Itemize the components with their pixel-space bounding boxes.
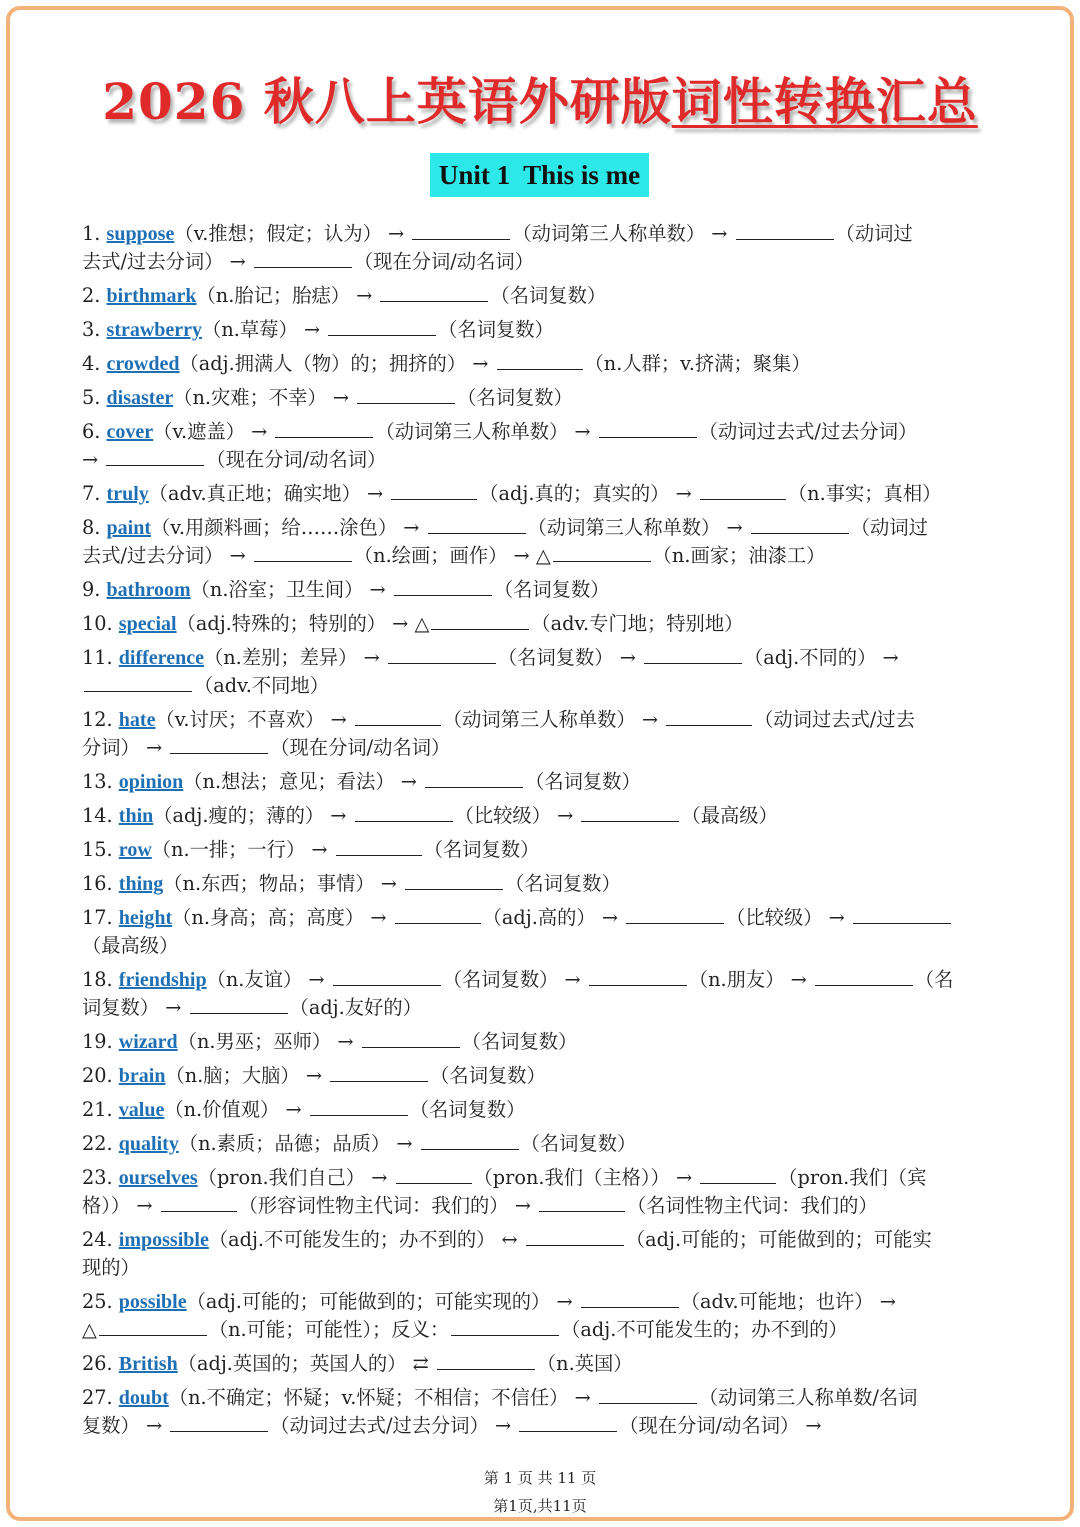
item-text: △ [82,1318,97,1341]
list-item [82,220,1000,276]
answer-blank[interactable] [437,1351,535,1370]
item-text: （动词第三人称单数） → [527,516,749,539]
item-text: （n.想法；意见；看法） → [183,770,424,793]
item-line [82,418,1000,446]
keyword-link[interactable]: ourselves [118,1167,198,1189]
item-text: （n.脑；大脑） → [165,1064,329,1087]
item-text: （n.东西；物品；事情） → [163,872,404,895]
item-text: （v.用颜料画；给……涂色） → [151,516,426,539]
keyword-link[interactable]: bathroom [106,579,191,601]
item-text: （n.友谊） → [206,968,331,991]
title-highlight: 词性转换汇总 [671,72,978,131]
item-text: （n.草莓） → [202,318,327,341]
item-number: 16. [82,872,119,895]
item-line [82,248,1000,276]
vocab-list [82,220,1000,1446]
answer-blank[interactable] [700,481,786,500]
item-text: （v.推想；假定；认为） → [174,222,411,245]
item-text: （adj.可能的；可能做到的；可能实 [625,1228,932,1251]
item-number: 2. [82,284,107,307]
item-line [82,672,1000,700]
item-text: （n.画家；油漆工） [652,544,826,567]
item-line [82,802,1000,830]
keyword-link[interactable]: quality [118,1133,179,1155]
item-line [82,384,1000,412]
item-text: （n.可能；可能性）；反义： [208,1318,450,1341]
answer-blank[interactable] [526,1227,624,1246]
answer-blank[interactable] [391,481,477,500]
answer-blank[interactable] [700,1165,776,1184]
item-text: （名词复数） [490,284,607,307]
list-item [82,904,1000,960]
item-text: 去式/过去分词） → [82,544,252,567]
item-line [82,542,1000,570]
item-text: （n.男巫；巫师） → [177,1030,360,1053]
list-item [82,1028,1000,1056]
list-item [82,1384,1000,1440]
item-text: 复数） → [82,1414,169,1437]
item-number: 17. [82,906,119,929]
item-line [82,1164,1000,1192]
item-number: 11. [82,646,119,669]
answer-blank[interactable] [99,1317,207,1336]
item-line [82,446,1000,474]
answer-blank[interactable] [421,1131,519,1150]
item-number: 20. [82,1064,119,1087]
item-line [82,1062,1000,1090]
item-text: 格）） → [82,1194,159,1217]
item-text: （名词复数） [520,1132,637,1155]
answer-blank[interactable] [190,995,288,1014]
list-item [82,966,1000,1022]
answer-blank[interactable] [644,645,742,664]
item-number: 24. [82,1228,119,1251]
item-number: 19. [82,1030,119,1053]
answer-blank[interactable] [497,351,583,370]
item-text: （比较级） → [454,804,580,827]
item-number: 5. [82,386,107,409]
answer-blank[interactable] [388,645,496,664]
item-text: （现在分词/动名词） [206,448,387,471]
answer-blank[interactable] [333,967,441,986]
item-line [82,282,1000,310]
answer-blank[interactable] [330,1063,428,1082]
list-item [82,418,1000,474]
item-line [82,966,1000,994]
item-line [82,994,1000,1022]
answer-blank[interactable] [328,317,436,336]
answer-blank[interactable] [106,447,204,466]
item-number: 7. [82,482,107,505]
answer-blank[interactable] [815,967,913,986]
item-line [82,316,1000,344]
item-line [82,1192,1000,1220]
answer-blank[interactable] [599,1385,697,1404]
list-item [82,644,1000,700]
keyword-link[interactable]: thing [118,873,164,895]
item-text: （adv.专门地；特别地） [531,612,744,635]
keyword-link[interactable]: impossible [118,1229,209,1251]
item-text: （adv.不同地） [194,674,329,697]
answer-blank[interactable] [425,769,523,788]
item-number: 1. [82,222,107,245]
item-text: （adj.不可能发生的；办不到的） ↔ [208,1228,524,1251]
answer-blank[interactable] [84,673,192,692]
item-text: （比较级） → [726,906,851,929]
item-text: （动词过去式/过去 [754,708,915,731]
answer-blank[interactable] [362,1029,460,1048]
item-text: （n.价值观） → [164,1098,308,1121]
item-text: （adv.可能地；也许） → [680,1290,896,1313]
item-text: （adj.不可能发生的；办不到的） [561,1318,848,1341]
item-text: （动词过 [835,222,913,245]
item-line [82,904,1000,932]
item-line [82,514,1000,542]
item-text: （名词复数） → [497,646,642,669]
answer-blank[interactable] [666,707,752,726]
item-text: （v.遮盖） → [153,420,274,443]
list-item [82,768,1000,796]
item-text: （n.事实；真相） [787,482,942,505]
item-number: 14. [82,804,119,827]
item-text: （n.不确定；怀疑；v.怀疑；不相信；不信任） → [168,1386,597,1409]
answer-blank[interactable] [380,283,488,302]
item-text: （名词复数） [438,318,554,341]
item-number: 6. [82,420,107,443]
keyword-link[interactable]: strawberry [106,319,203,341]
item-text: （动词过 [850,516,928,539]
answer-blank[interactable] [751,515,849,534]
item-text: 现的） [82,1256,140,1279]
item-text: （名词复数） → [442,968,587,991]
keyword-link[interactable]: crowded [106,353,180,375]
answer-blank[interactable] [853,905,951,924]
answer-blank[interactable] [310,1097,408,1116]
answer-blank[interactable] [428,515,526,534]
keyword-link[interactable]: thin [118,805,154,827]
answer-blank[interactable] [539,1193,625,1212]
answer-blank[interactable] [395,905,481,924]
item-text: （现在分词/动名词） [353,250,534,273]
item-text: （名词复数） [409,1098,526,1121]
keyword-link[interactable]: birthmark [106,285,197,307]
item-line [82,610,1000,638]
keyword-link[interactable]: hate [118,709,156,731]
item-line [82,1096,1000,1124]
item-text: （pron.我们（主格）） → [473,1166,699,1189]
list-item [82,1288,1000,1344]
item-text: （adj.友好的） [289,996,422,1019]
item-number: 18. [82,968,119,991]
item-text: （动词第三人称单数） → [512,222,734,245]
item-number: 21. [82,1098,119,1121]
list-item [82,282,1000,310]
item-text: （v.讨厌；不喜欢） → [155,708,353,731]
list-item [82,1062,1000,1090]
list-item [82,480,1000,508]
list-item [82,802,1000,830]
list-item [82,870,1000,898]
answer-blank[interactable] [519,1413,617,1432]
answer-blank[interactable] [581,1289,679,1308]
title-main: 2026 秋八上英语外研版 [102,72,672,131]
page-number: 第 1 页 共 11 页 [483,1469,597,1487]
keyword-link[interactable]: suppose [106,223,175,245]
answer-blank[interactable] [405,871,503,890]
list-item [82,836,1000,864]
answer-blank[interactable] [357,385,455,404]
item-number: 9. [82,578,107,601]
keyword-link[interactable]: disaster [106,387,174,409]
answer-blank[interactable] [254,543,352,562]
item-text: （名词复数） [493,578,610,601]
item-text: （名词复数） [525,770,641,793]
list-item [82,1096,1000,1124]
item-text: （动词过去式/过去分词） → [270,1414,518,1437]
answer-blank[interactable] [736,221,834,240]
item-text: （现在分词/动名词） [270,736,451,759]
page-number-alt: 第1页,共11页 [493,1497,587,1515]
keyword-link[interactable]: special [118,613,177,635]
item-line [82,1288,1000,1316]
answer-blank[interactable] [412,221,510,240]
item-text: （动词第三人称单数） → [442,708,665,731]
item-number: 10. [82,612,119,635]
item-number: 15. [82,838,119,861]
answer-blank[interactable] [589,967,687,986]
answer-blank[interactable] [581,803,679,822]
item-text: （形容词性物主代词：我们的） → [238,1194,537,1217]
answer-blank[interactable] [336,837,422,856]
item-line [82,480,1000,508]
answer-blank[interactable] [355,803,453,822]
item-text: （n.身高；高；高度） → [172,906,393,929]
item-text: （最高级） [681,804,778,827]
item-text: （现在分词/动名词） → [619,1414,822,1437]
item-line [82,576,1000,604]
item-text: （adj.可能的；可能做到的；可能实现的） → [186,1290,579,1313]
list-item [82,384,1000,412]
item-number: 4. [82,352,107,375]
keyword-link[interactable]: cover [106,421,154,443]
item-text: （adj.瘦的；薄的） → [153,804,353,827]
answer-blank[interactable] [394,577,492,596]
item-line [82,1412,1000,1440]
keyword-link[interactable]: value [118,1099,165,1121]
item-text: （最高级） [82,934,179,957]
item-line [82,1226,1000,1254]
item-text: 词复数） → [82,996,188,1019]
item-text: （动词过去式/过去分词） [698,420,918,443]
list-item [82,610,1000,638]
item-text: （n.差别；差异） → [203,646,386,669]
keyword-link[interactable]: doubt [118,1387,169,1409]
item-line [82,706,1000,734]
item-text: （adj.拥满人（物）的；拥挤的） → [179,352,495,375]
item-number: 23. [82,1166,119,1189]
item-line [82,836,1000,864]
item-text: 分词） → [82,736,169,759]
item-number: 13. [82,770,119,793]
item-line [82,1384,1000,1412]
item-text: （adj.英国的；英国人的） ⇄ [177,1352,435,1375]
keyword-link[interactable]: friendship [118,969,207,991]
item-text: （名词复数） [457,386,573,409]
item-text: （n.一排；一行） → [151,838,334,861]
item-text: （adv.真正地；确实地） → [148,482,390,505]
item-text: （名词性物主代词：我们的） [626,1194,878,1217]
item-text: （n.英国） [536,1352,633,1375]
item-text: （n.胎记；胎痣） → [196,284,379,307]
item-text: （名词复数） [505,872,621,895]
item-line [82,1028,1000,1056]
item-line [82,768,1000,796]
answer-blank[interactable] [626,905,724,924]
item-text: （pron.我们自己） → [197,1166,394,1189]
item-line [82,734,1000,762]
answer-blank[interactable] [451,1317,559,1336]
item-text: （adj.高的） → [482,906,625,929]
answer-blank[interactable] [254,249,352,268]
item-text: （n.人群；v.挤满；聚集） [584,352,811,375]
item-text: （名词复数） [461,1030,578,1053]
item-number: 12. [82,708,119,731]
item-text: （n.浴室；卫生间） → [190,578,392,601]
item-number: 25. [82,1290,119,1313]
list-item [82,1226,1000,1282]
keyword-link[interactable]: difference [118,647,204,669]
answer-blank[interactable] [161,1193,237,1212]
list-item [82,706,1000,762]
keyword-link[interactable]: possible [118,1291,187,1313]
item-line [82,1130,1000,1158]
answer-blank[interactable] [599,419,697,438]
item-text: （adj.真的；真实的） → [479,482,698,505]
keyword-link[interactable]: paint [106,517,151,539]
answer-blank[interactable] [170,735,268,754]
item-number: 26. [82,1352,119,1375]
list-item [82,350,1000,378]
unit-heading: Unit 1 This is me [430,153,649,197]
item-text: （n.素质；品德；品质） → [178,1132,419,1155]
item-number: 22. [82,1132,119,1155]
item-text: （名 [914,968,954,991]
keyword-link[interactable]: height [118,907,173,929]
keyword-link[interactable]: wizard [118,1031,178,1053]
item-line [82,350,1000,378]
item-line [82,870,1000,898]
item-text: 去式/过去分词） → [82,250,252,273]
item-line [82,1254,1000,1282]
page-title [0,62,1080,134]
keyword-link[interactable]: row [118,839,152,861]
item-text: （n.朋友） → [688,968,813,991]
list-item [82,1164,1000,1220]
answer-blank[interactable] [170,1413,268,1432]
list-item [82,576,1000,604]
item-text: （名词复数） [430,1064,546,1087]
item-text: （n.绘画；画作） → △ [353,544,551,567]
keyword-link[interactable]: opinion [118,771,184,793]
keyword-link[interactable]: British [118,1353,178,1375]
answer-blank[interactable] [396,1165,472,1184]
list-item [82,514,1000,570]
item-line [82,932,1000,960]
keyword-link[interactable]: brain [118,1065,166,1087]
answer-blank[interactable] [553,543,651,562]
answer-blank[interactable] [431,611,529,630]
item-text: （pron.我们（宾 [778,1166,927,1189]
item-line [82,1316,1000,1344]
item-number: 3. [82,318,107,341]
item-text: （动词第三人称单数） → [375,420,597,443]
list-item [82,316,1000,344]
answer-blank[interactable] [275,419,373,438]
item-text: （adj.特殊的；特别的） → △ [176,612,430,635]
item-number: 27. [82,1386,119,1409]
item-line [82,644,1000,672]
item-number: 8. [82,516,107,539]
list-item [82,1350,1000,1378]
answer-blank[interactable] [355,707,441,726]
item-line [82,1350,1000,1378]
keyword-link[interactable]: truly [106,483,149,505]
list-item [82,1130,1000,1158]
item-text: （n.灾难；不幸） → [173,386,356,409]
item-line [82,220,1000,248]
item-text: （adj.不同的） → [744,646,899,669]
item-text: （名词复数） [423,838,540,861]
item-text: → [82,448,105,471]
item-text: （动词第三人称单数/名词 [698,1386,918,1409]
